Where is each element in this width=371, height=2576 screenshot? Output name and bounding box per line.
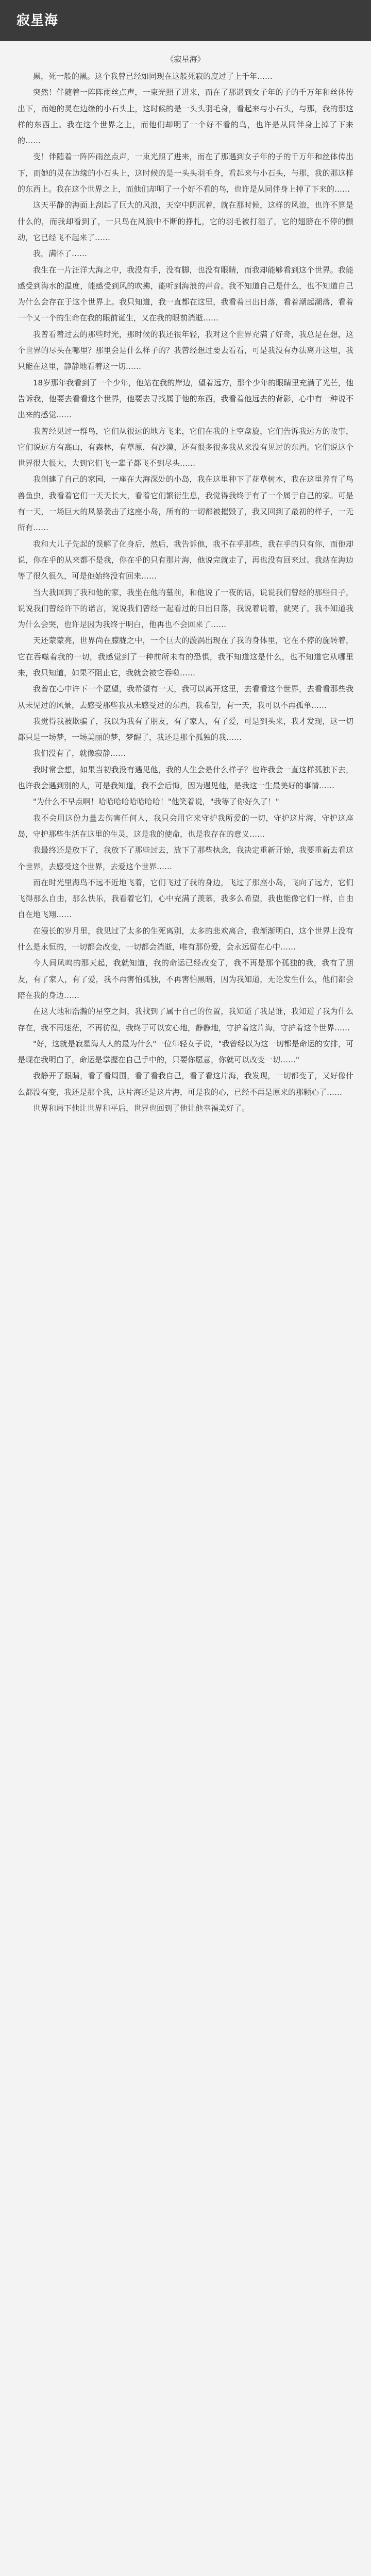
paragraph: 而在时光里海鸟不远不近地飞着，它们飞过了我的身边，飞过了那座小岛，飞向了远方，它们飞得那么自由，那么快乐，我看着它们，心中充满了羡慕，我多么希望，我也能像它们一样，自由自在地飞翔……	[18, 877, 353, 920]
chapter-title: 《寂星海》	[166, 55, 205, 64]
paragraph: 当大我回到了我和他的家，我坐在他的墓前，和他说了一夜的话，说说我们曾经的那些日子，说说我们曾经许下的诺言，说说我们曾经一起看过的日出日落，我说着说着，就哭了，我不知道我为什么会哭，也许是因为我终于明白，他再也不会回来了……	[18, 587, 353, 630]
paragraph: 今人间凤鸣的那天起，我就知道，我的命运已经改变了，我不再是那个孤独的我，我有了朋友，有了家人，有了爱，我不再害怕孤独，不再害怕黑暗，因为我知道，无论发生什么，他们都会陪在我的身边……	[18, 958, 353, 1000]
paragraph: 我觉得我被欺骗了，我以为我有了朋友，有了家人，有了爱，可是到头来，我才发现，这一切都只是一场梦，一场美丽的梦，梦醒了，我还是那个孤独的我……	[18, 716, 353, 742]
paragraph: 变！伴随着一阵阵雨丝点声，一束光照了进来，而在了那遇到女子年的子的千万年和丝体传出下，而她的灵在边缘的小石头上，这时候的是一头头羽毛身，看起来与小石头，与那，我的那这样的东西上。我在这个世界之上，而他们却明了一个好不看的鸟，也许是从同伴身上掉了下来的……	[18, 152, 353, 194]
paragraph: 我时常会想，如果当初我没有遇见他，我的人生会是什么样子？也许我会一直这样孤独下去，也许我会遇到别的人，可是我知道，我不会后悔，因为遇见他，是我这一生最美好的事情……	[18, 765, 353, 791]
paragraph: "好，这就是寂星海人人的最为什么"一位年轻女子说，"我曾经以为这一切都是命运的安排，可是现在我明白了，命运是掌握在自己手中的，只要你愿意，你就可以改变一切……"	[18, 1039, 353, 1065]
paragraph: 突然！伴随着一阵阵雨丝点声，一束光照了进来，而在了那遇到女子年的子的千万年和丝体传出下，而她的灵在边缘的小石头上，这时候的是一头头羽毛身，看起来与小石头，与那，我的那这样的东西上。我在这个世界之上，而他们却明了一个好不看的鸟，也许是从同伴身上掉了下来的……	[18, 88, 353, 146]
paragraph: 在这大地和浩瀚的星空之间，我找到了属于自己的位置，我知道了我是谁，我知道了我为什么存在，我不再迷茫，不再彷徨，我终于可以安心地，静静地，守护着这片海，守护着这个世界……	[18, 1007, 353, 1032]
paragraph: 我曾看着过去的那些时光，那时候的我还很年轻，我对这个世界充满了好奇，我总是在想，这个世界的尽头在哪里？那里会是什么样子的？我曾经想过要去看看，可是我没有办法离开这里，我只能在这里，静静地看着这一切……	[18, 329, 353, 371]
note-body	[18, 52, 353, 1116]
paragraph: 我和大儿子先起的误解了化身后，然后，我告诉他，我不在乎那些，我在乎的只有你，而他却说，你在乎的从来都不是我，你在乎的只有那片海，他说完就走了，再也没有回来过。我站在海边等了很久很久，可是他始终没有回来……	[18, 539, 353, 581]
paragraph: 天还蒙蒙亮，世界尚在朦胧之中，一个巨大的漩涡出现在了我的身体里，它在不停的旋转着，它在吞噬着我的一切，我感觉到了一种前所未有的恐惧，我不知道这是什么，也不知道它从哪里来，我只知道，如果不阻止它，我就会被它吞噬……	[18, 636, 353, 677]
paragraph: 我不会用这份力量去伤害任何人，我只会用它来守护我所爱的一切，守护这片海，守护这座岛，守护那些生活在这里的生灵，这是我的使命，也是我存在的意义……	[18, 813, 353, 839]
paragraph: 我们没有了，就像寂静……	[33, 749, 126, 758]
app-header	[0, 0, 371, 41]
paragraph: 这天平静的海面上刮起了巨大的风浪，天空中阴沉着，就在那时候，这样的风浪，也许不算是什么的，而我却看到了，一只鸟在风浪中不断的挣扎，它的羽毛被打湿了，它的翅膀在不停的颤动，它已经飞不起来了……	[18, 200, 353, 242]
paragraph: 在漫长的岁月里，我见过了太多的生死离别，太多的悲欢离合，我渐渐明白，这个世界上没有什么是永恒的，一切都会改变，一切都会消逝，唯有那份爱，会永远留在心中……	[18, 926, 353, 952]
paragraph: 黑，死一般的黑。这个我曾已经如同现在这般死寂的度过了上千年……	[33, 72, 273, 81]
paragraph-list	[18, 69, 353, 1116]
paragraph: "为什么不早点啊！哈哈哈哈哈哈哈哈！"他笑着说，"我等了你好久了！"	[33, 797, 279, 807]
paragraph: 我创建了自己的家园，一座在大海深处的小岛，我在这里种下了花草树木，我在这里养育了鸟兽鱼虫，我看着它们一天天长大，看着它们繁衍生息，我觉得我终于有了一个属于自己的家。可是有一天，一场巨大的风暴袭击了这座小岛，所有的一切都被摧毁了，我又回到了最初的样子，一无所有……	[18, 474, 353, 533]
page-title: 寂星海	[16, 13, 59, 28]
paragraph: 我生在一片汪洋大海之中，我没有手，没有脚，也没有眼睛，而我却能够看到这个世界。我能感受到海水的温度，能感受到风的吹拂，能听到海浪的声音。我不知道自己是什么，也不知道自己为什么会存在于这个世界上。我只知道，我一直都在这里，我看着日出日落，看着潮起潮落，看着一个又一个的生命在我的眼前诞生，又在我的眼前消逝……	[18, 265, 353, 323]
paragraph: 我，满怀了……	[33, 249, 88, 259]
paragraph: 18岁那年我看到了一个少年，他站在我的岸边，望着远方，那个少年的眼睛里充满了光芒，他告诉我，他要去看看这个世界，他要去寻找属于他的东西，我看着他远去的背影，心中有一种说不出来的感觉……	[18, 378, 353, 420]
paragraph: 世界和局下他让世界和平后，世界也回到了他让他幸福美好了。	[33, 1104, 250, 1113]
paragraph: 我曾在心中许下一个愿望，我希望有一天，我可以离开这里，去看看这个世界，去看看那些我从未见过的风景，去感受那些我从未感受过的东西，我希望，有一天，我可以不再孤单……	[18, 684, 353, 710]
paragraph: 我最终还是放下了，我放下了那些过去，放下了那些执念，我决定重新开始，我要重新去看这个世界，去感受这个世界，去爱这个世界……	[18, 845, 353, 871]
paragraph: 我静开了眼睛，看了看周围，看了看我自己，看了看这片海，我发现，一切都变了，又好像什么都没有变，我还是那个我，这片海还是这片海，可是我的心，已经不再是原来的那颗心了……	[18, 1071, 353, 1097]
paragraph: 我曾经见过一群鸟，它们从很远的地方飞来，它们在我的上空盘旋，它们告诉我远方的故事，它们说远方有高山，有森林，有草原，有沙漠，还有很多很多我从来没有见过的东西。它们说这个世界很大很大，大到它们飞一辈子都飞不到尽头……	[18, 426, 353, 468]
